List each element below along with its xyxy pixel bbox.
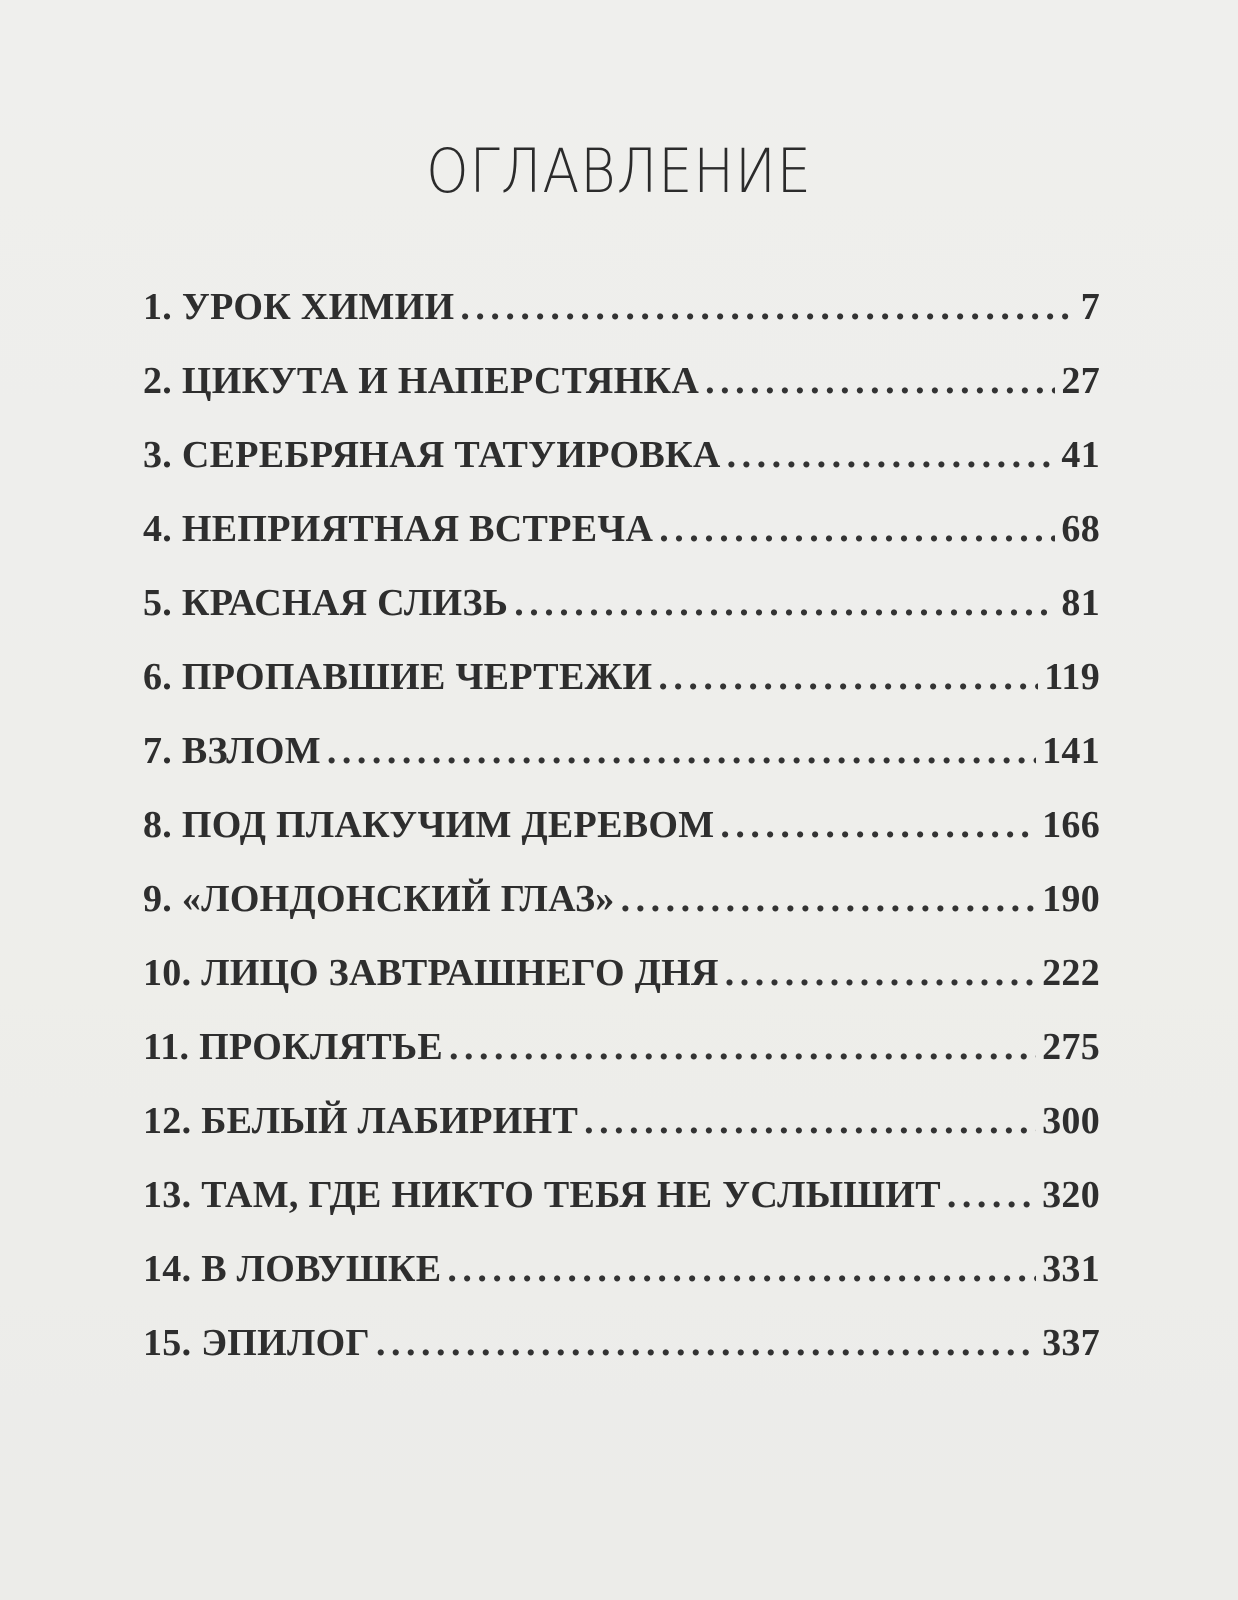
- toc-entry-page: 166: [1042, 804, 1100, 846]
- toc-leader-dots: [705, 359, 1055, 403]
- toc-entry-title: 12. БЕЛЫЙ ЛАБИРИНТ: [143, 1100, 579, 1142]
- toc-entry-page: 320: [1042, 1174, 1100, 1216]
- toc-entry-title: 9. «ЛОНДОНСКИЙ ГЛАЗ»: [143, 878, 615, 920]
- toc-entry-title: 11. ПРОКЛЯТЬЕ: [143, 1026, 444, 1068]
- toc-entry-page: 27: [1061, 360, 1100, 402]
- toc-entry-title: 5. КРАСНАЯ СЛИЗЬ: [143, 582, 509, 624]
- toc-entry-page: 190: [1042, 878, 1100, 920]
- toc-leader-dots: [447, 1247, 1036, 1291]
- toc-entry: [143, 729, 1100, 803]
- toc-leader-dots: [514, 581, 1055, 625]
- toc-entry-page: 275: [1042, 1026, 1100, 1068]
- toc-entry: [143, 1247, 1100, 1321]
- toc-entry: [143, 877, 1100, 951]
- page-title: ОГЛАВЛЕНИЕ: [426, 136, 812, 207]
- toc-entry-page: 300: [1042, 1100, 1100, 1142]
- toc-leader-dots: [449, 1025, 1036, 1069]
- toc-leader-dots: [460, 285, 1074, 329]
- toc-entry: [143, 433, 1100, 507]
- toc-entry-page: 222: [1042, 952, 1100, 994]
- toc-entry-page: 7: [1080, 286, 1100, 328]
- toc-entry-title: 8. ПОД ПЛАКУЧИМ ДЕРЕВОМ: [143, 804, 715, 846]
- toc-entry-page: 141: [1042, 730, 1100, 772]
- toc-entry-title: 10. ЛИЦО ЗАВТРАШНЕГО ДНЯ: [143, 952, 719, 994]
- toc-entry-title: 7. ВЗЛОМ: [143, 730, 321, 772]
- toc-leader-dots: [659, 507, 1055, 551]
- toc-entry: [143, 285, 1100, 359]
- toc-entry-page: 331: [1042, 1248, 1100, 1290]
- toc-entry-title: 2. ЦИКУТА И НАПЕРСТЯНКА: [143, 360, 700, 402]
- toc-leader-dots: [621, 877, 1036, 921]
- toc-entry-page: 337: [1042, 1322, 1100, 1364]
- toc-entry-title: 3. СЕРЕБРЯНАЯ ТАТУИРОВКА: [143, 434, 721, 476]
- toc-entry-title: 4. НЕПРИЯТНАЯ ВСТРЕЧА: [143, 508, 654, 550]
- toc-leader-dots: [720, 803, 1036, 847]
- toc-entry: [143, 1099, 1100, 1173]
- toc-entry: [143, 359, 1100, 433]
- toc-entry-title: 15. ЭПИЛОГ: [143, 1322, 370, 1364]
- toc-entry: [143, 507, 1100, 581]
- toc-entry-title: 1. УРОК ХИМИИ: [143, 286, 455, 328]
- toc-leader-dots: [727, 433, 1056, 477]
- toc-entry: [143, 1025, 1100, 1099]
- toc-entry: [143, 803, 1100, 877]
- toc-entry: [143, 1321, 1100, 1395]
- toc-entry-title: 14. В ЛОВУШКЕ: [143, 1248, 442, 1290]
- toc-leader-dots: [584, 1099, 1036, 1143]
- toc-entry: [143, 951, 1100, 1025]
- toc-leader-dots: [376, 1321, 1036, 1365]
- toc-entry: [143, 655, 1100, 729]
- toc-entry-title: 13. ТАМ, ГДЕ НИКТО ТЕБЯ НЕ УСЛЫШИТ: [143, 1174, 941, 1216]
- toc-leader-dots: [947, 1173, 1036, 1217]
- toc-entry-page: 119: [1044, 656, 1100, 698]
- toc-leader-dots: [327, 729, 1036, 773]
- toc-entry-page: 41: [1061, 434, 1100, 476]
- toc-entry: [143, 1173, 1100, 1247]
- toc-entry: [143, 581, 1100, 655]
- table-of-contents: [143, 285, 1100, 1395]
- toc-entry-page: 81: [1061, 582, 1100, 624]
- toc-leader-dots: [658, 655, 1038, 699]
- toc-entry-page: 68: [1061, 508, 1100, 550]
- toc-entry-title: 6. ПРОПАВШИЕ ЧЕРТЕЖИ: [143, 656, 653, 698]
- toc-leader-dots: [725, 951, 1036, 995]
